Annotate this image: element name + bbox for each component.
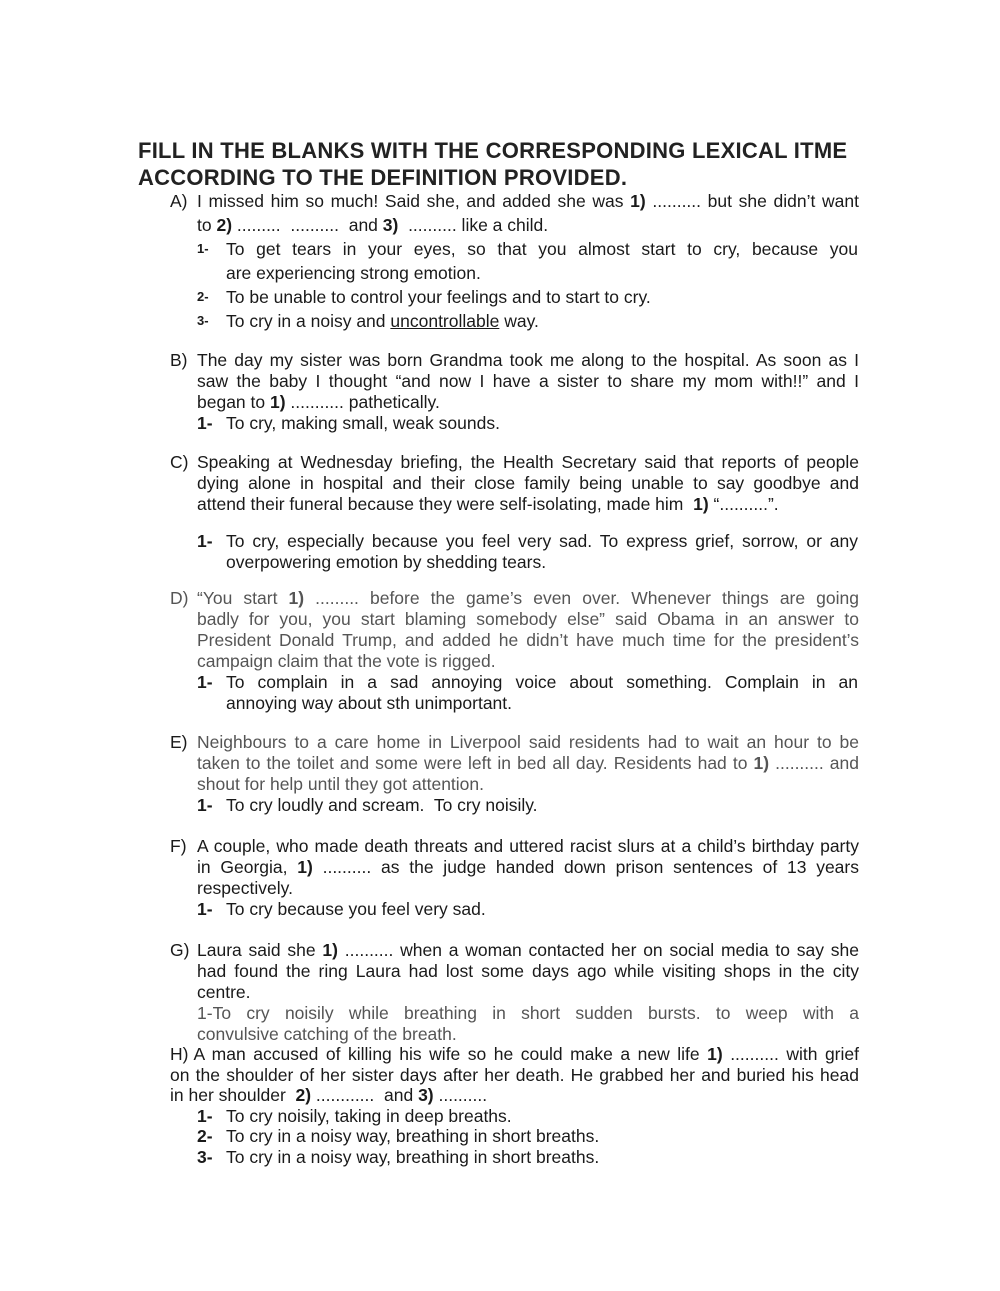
- section-e: [170, 732, 859, 816]
- text-run: .......... as the judge handed down prison sentences of 13 years: [312, 857, 859, 877]
- text-run: Laura said she: [197, 940, 323, 960]
- text-line: [197, 672, 858, 693]
- text-run: To get tears in your eyes, so that you almost start to cry, because you: [226, 239, 858, 259]
- blank-number: 2): [295, 1085, 312, 1106]
- question-label: H): [170, 1044, 189, 1064]
- definition-item: [197, 237, 858, 285]
- text-run: in her shoulder: [170, 1085, 296, 1106]
- text-line: [197, 982, 859, 1003]
- text-run: annoying way about sth unimportant.: [226, 693, 513, 713]
- text-run: .......... when a woman contacted her on social media to say she: [337, 940, 860, 960]
- question-paragraph: [170, 732, 859, 795]
- text-line: [197, 1024, 859, 1045]
- text-line: [197, 1146, 858, 1168]
- text-run: badly for you, you start blaming somebody else” said Obama in an answer to: [197, 609, 859, 629]
- text-line: [170, 452, 859, 473]
- text-run: To cry because you feel very sad.: [226, 899, 486, 919]
- definition-item: [197, 413, 858, 434]
- text-line: [197, 473, 859, 494]
- text-run: convulsive catching of the breath.: [197, 1024, 457, 1044]
- text-run: .......... like a child.: [398, 215, 549, 235]
- text-line: [197, 392, 859, 413]
- text-line: [197, 753, 859, 774]
- text-run: To cry in a noisy and: [226, 311, 391, 331]
- definition-number: 1-: [197, 241, 209, 256]
- definitions-list: [197, 672, 858, 714]
- blank-number: 3): [382, 215, 399, 235]
- text-run: centre.: [197, 982, 251, 1002]
- text-line: [170, 836, 859, 857]
- definition-item: [197, 531, 858, 573]
- text-line: [197, 413, 858, 434]
- definition-item: [197, 285, 858, 309]
- text-run: President Donald Trump, and added he didn’t have much time for the president’s: [197, 630, 859, 650]
- text-line: [197, 899, 858, 920]
- text-run: .......... with grief: [722, 1044, 859, 1064]
- definition-item: [197, 672, 858, 714]
- text-run: A couple, who made death threats and uttered racist slurs at a child’s birthday party: [197, 836, 859, 856]
- text-run: campaign claim that the vote is rigged.: [197, 651, 496, 671]
- text-line: [197, 309, 858, 333]
- text-run: To cry in a noisy way, breathing in short breaths.: [226, 1126, 600, 1147]
- text-run: To cry, making small, weak sounds.: [226, 413, 500, 433]
- definitions-list: [197, 795, 858, 816]
- definition-number: 1-: [197, 672, 213, 692]
- text-line: [226, 693, 858, 714]
- question-paragraph: [170, 588, 859, 672]
- text-run: to: [197, 215, 217, 235]
- text-line: [197, 285, 858, 309]
- underlined-word: uncontrollable: [390, 311, 500, 331]
- text-line: [170, 1044, 859, 1065]
- section-f: [170, 836, 859, 920]
- question-label: G): [170, 940, 190, 960]
- question-paragraph: [170, 452, 859, 515]
- text-run: shout for help until they got attention.: [197, 774, 484, 794]
- question-paragraph: [170, 836, 859, 899]
- text-line: [197, 1126, 858, 1147]
- text-run: had found the ring Laura had lost some days ago while visiting shops in the city: [197, 961, 859, 981]
- text-line: [226, 261, 858, 285]
- text-run: .......... but she didn’t want: [645, 191, 859, 211]
- definition-number: 2-: [197, 1126, 213, 1147]
- blank-number: 1): [707, 1044, 723, 1064]
- text-line: [197, 630, 859, 651]
- text-line: [197, 371, 859, 392]
- text-line: [197, 774, 859, 795]
- definition-number: 3-: [197, 1146, 213, 1167]
- text-line: [170, 732, 859, 753]
- definitions-list: [197, 413, 858, 434]
- question-paragraph: [170, 1044, 859, 1106]
- definition-number: 1-: [197, 795, 213, 815]
- text-run: To be unable to control your feelings and to start to cry.: [226, 287, 651, 307]
- blank-number: 3): [418, 1085, 434, 1106]
- definitions-list: [197, 237, 858, 333]
- question-label: A): [170, 191, 188, 211]
- text-run: To cry in a noisy way, breathing in short breaths.: [226, 1146, 600, 1167]
- text-run: To complain in a sad annoying voice about something. Complain in an: [226, 672, 858, 692]
- worksheet-title-line-2: ACCORDING TO THE DEFINITION PROVIDED.: [138, 165, 628, 190]
- definitions-list: [197, 1105, 858, 1168]
- text-run: ........... pathetically.: [285, 392, 440, 412]
- definition-item: [197, 1105, 858, 1127]
- definition-number: 1-: [197, 413, 213, 433]
- section-h: [170, 1044, 859, 1168]
- question-label: F): [170, 836, 187, 856]
- blank-number: 1): [630, 191, 646, 211]
- section-c: [170, 452, 859, 573]
- worksheet-title-line-1: FILL IN THE BLANKS WITH THE CORRESPONDING LEXICAL ITME: [138, 138, 848, 163]
- blank-number: 1): [322, 940, 338, 960]
- definition-number: 1-: [197, 1003, 213, 1023]
- blank-number: 1): [269, 392, 286, 412]
- text-run: way.: [499, 311, 539, 331]
- blank-number: 1): [753, 753, 770, 773]
- definition-number: 2-: [197, 289, 209, 304]
- text-run: To cry noisily, taking in deep breaths.: [226, 1105, 512, 1126]
- text-line: [197, 857, 859, 878]
- text-line: [197, 237, 858, 261]
- text-run: began to: [197, 392, 270, 412]
- text-run: are experiencing strong emotion.: [226, 263, 481, 283]
- question-label: D): [170, 588, 189, 608]
- question-paragraph: [170, 940, 860, 1003]
- text-run: Speaking at Wednesday briefing, the Health Secretary said that reports of people: [197, 452, 859, 472]
- text-run: ......... .......... and: [232, 215, 383, 235]
- text-line: [170, 350, 859, 371]
- section-b: [170, 350, 859, 434]
- text-run: .......... and: [769, 753, 859, 773]
- worksheet-title: [138, 137, 847, 191]
- question-label: E): [170, 732, 188, 752]
- definition-item: [197, 1146, 858, 1168]
- text-run: in Georgia,: [197, 857, 298, 877]
- definition-item: [197, 1003, 859, 1045]
- text-run: “..........”.: [708, 494, 779, 514]
- question-paragraph: [170, 350, 859, 413]
- text-run: dying alone in hospital and their close family being unable to say goodbye and: [197, 473, 859, 493]
- blank-number: 2): [216, 215, 233, 235]
- blank-number: 1): [297, 857, 313, 877]
- text-line: [170, 1085, 859, 1106]
- text-run: saw the baby I thought “and now I have a sister to share my mom with!!” and I: [197, 371, 859, 391]
- text-run: To cry noisily while breathing in short sudden bursts. to weep with a: [212, 1003, 859, 1023]
- text-line: [170, 940, 860, 961]
- text-line: [197, 213, 859, 237]
- definition-number: 1-: [197, 899, 213, 919]
- text-run: The day my sister was born Grandma took me along to the hospital. As soon as I: [197, 350, 859, 370]
- text-run: taken to the toilet and some were left in bed all day. Residents had to: [197, 753, 754, 773]
- section-a: [170, 189, 859, 333]
- definition-item: [197, 1126, 858, 1147]
- text-line: [197, 651, 859, 672]
- definition-number: 1-: [197, 531, 213, 551]
- text-run: on the shoulder of her sister days after her death. He grabbed her and buried his head: [170, 1064, 859, 1085]
- text-line: [197, 609, 859, 630]
- question-paragraph: [170, 189, 859, 237]
- definitions-list: [197, 899, 858, 920]
- text-run: overpowering emotion by shedding tears.: [226, 552, 547, 572]
- text-line: [170, 588, 859, 609]
- text-line: [197, 961, 859, 982]
- text-run: ............ and: [311, 1085, 419, 1106]
- text-run: ......... before the game’s even over. Whenever things are going: [304, 588, 859, 608]
- text-line: [197, 1105, 858, 1127]
- question-label: B): [170, 350, 188, 370]
- text-run: respectively.: [197, 878, 293, 898]
- text-line: [197, 878, 859, 899]
- text-line: [197, 531, 858, 552]
- text-line: [197, 494, 859, 515]
- text-run: To cry, especially because you feel very sad. To express grief, sorrow, or any: [226, 531, 858, 551]
- definitions-list: [197, 531, 858, 573]
- section-d: [170, 588, 859, 714]
- question-label: C): [170, 452, 189, 472]
- definition-item: [197, 795, 858, 816]
- definitions-list: [197, 1003, 859, 1045]
- text-run: attend their funeral because they were self-isolating, made him: [197, 494, 694, 514]
- text-run: Neighbours to a care home in Liverpool said residents had to wait an hour to be: [197, 732, 859, 752]
- definition-item: [197, 899, 858, 920]
- text-line: [170, 189, 859, 213]
- section-g: [170, 940, 859, 1045]
- text-line: [197, 1003, 859, 1024]
- blank-number: 1): [693, 494, 709, 514]
- text-line: [197, 795, 858, 816]
- definition-number: 3-: [197, 313, 209, 328]
- text-run: “You start: [197, 588, 289, 608]
- text-run: I missed him so much! Said she, and added she was: [197, 191, 631, 211]
- text-line: [226, 552, 858, 573]
- definition-number: 1-: [197, 1105, 213, 1126]
- definition-item: [197, 309, 858, 333]
- text-line: [170, 1065, 859, 1086]
- text-run: To cry loudly and scream. To cry noisily.: [226, 795, 538, 815]
- blank-number: 1): [288, 588, 305, 608]
- text-run: A man accused of killing his wife so he could make a new life: [193, 1044, 708, 1064]
- text-run: ..........: [433, 1085, 488, 1106]
